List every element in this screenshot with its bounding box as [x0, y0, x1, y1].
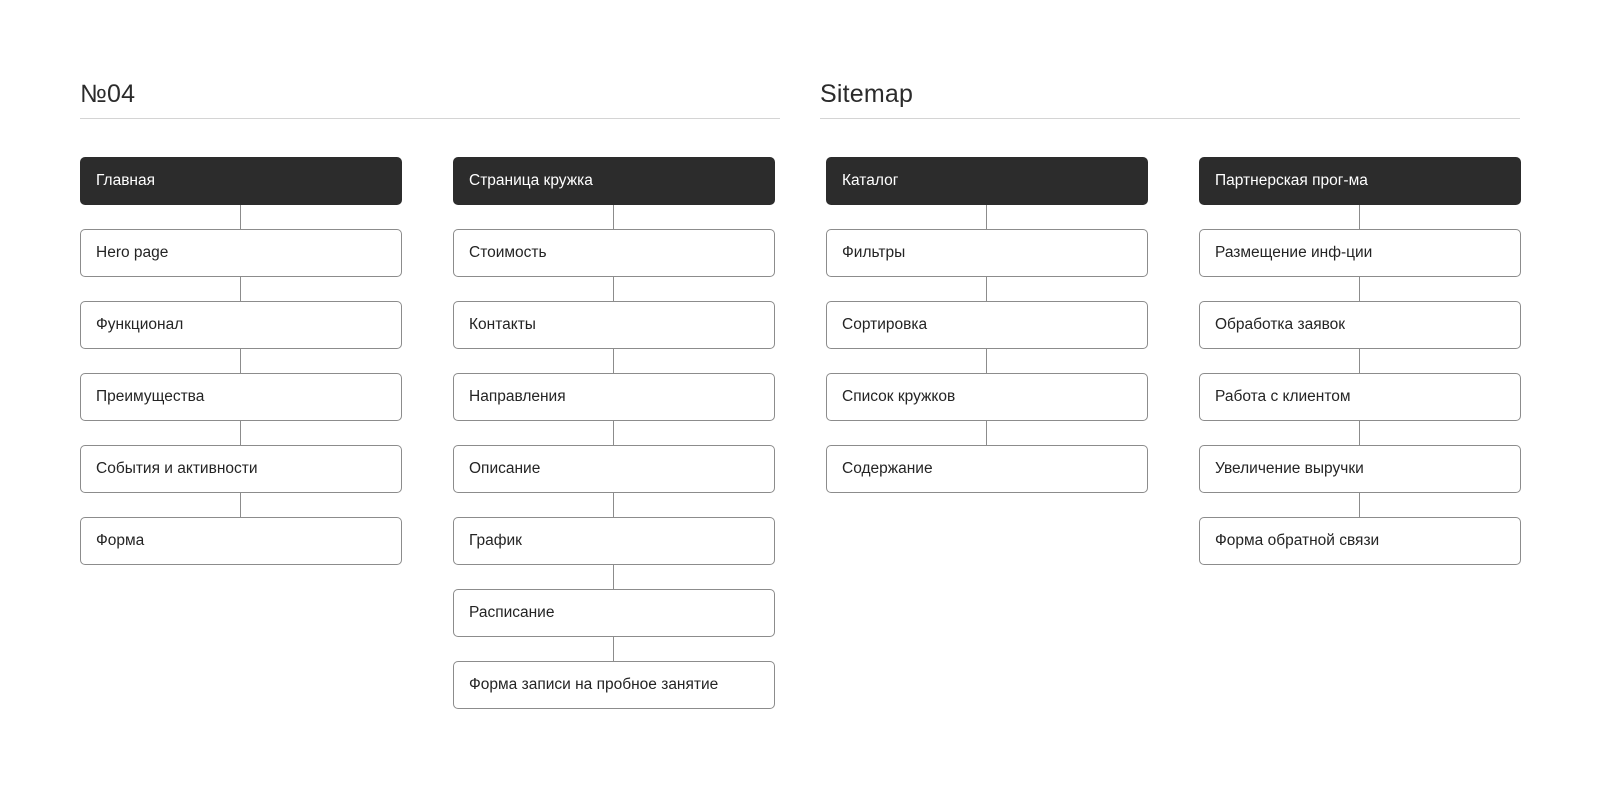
connector-line	[1359, 421, 1360, 445]
sitemap-node: Стоимость	[453, 229, 775, 277]
connector-line	[986, 349, 987, 373]
connector-line	[1359, 493, 1360, 517]
sitemap-node: Форма	[80, 517, 402, 565]
sitemap-root-node: Страница кружка	[453, 157, 775, 205]
sitemap-node: События и активности	[80, 445, 402, 493]
sitemap-node: Содержание	[826, 445, 1148, 493]
connector-line	[1359, 205, 1360, 229]
sitemap-root-node: Главная	[80, 157, 402, 205]
sitemap-node: Форма обратной связи	[1199, 517, 1521, 565]
connector-line	[240, 493, 241, 517]
sitemap-node: Контакты	[453, 301, 775, 349]
sitemap-node: Сортировка	[826, 301, 1148, 349]
connector-line	[240, 349, 241, 373]
connector-line	[613, 205, 614, 229]
connector-line	[240, 277, 241, 301]
sitemap-node: Обработка заявок	[1199, 301, 1521, 349]
header-left	[80, 78, 780, 119]
sitemap-node: Форма записи на пробное занятие	[453, 661, 775, 709]
sitemap-node: Фильтры	[826, 229, 1148, 277]
sitemap-column	[1199, 157, 1521, 565]
sitemap-node: Преимущества	[80, 373, 402, 421]
sitemap-node: Расписание	[453, 589, 775, 637]
connector-line	[986, 205, 987, 229]
sitemap-title: Sitemap	[820, 80, 914, 108]
connector-line	[613, 349, 614, 373]
connector-line	[1359, 277, 1360, 301]
connector-line	[613, 565, 614, 589]
connector-line	[240, 421, 241, 445]
connector-line	[986, 277, 987, 301]
sitemap-node: Список кружков	[826, 373, 1148, 421]
sitemap-node: Описание	[453, 445, 775, 493]
sitemap-node: Работа с клиентом	[1199, 373, 1521, 421]
sitemap-root-node: Партнерская прог-ма	[1199, 157, 1521, 205]
connector-line	[1359, 349, 1360, 373]
sitemap-node: Hero page	[80, 229, 402, 277]
connector-line	[613, 277, 614, 301]
sitemap-node: Направления	[453, 373, 775, 421]
connector-line	[240, 205, 241, 229]
connector-line	[613, 493, 614, 517]
sitemap-column	[453, 157, 775, 709]
page-number-title: №04	[80, 80, 136, 108]
sitemap-root-node: Каталог	[826, 157, 1148, 205]
connector-line	[613, 637, 614, 661]
sitemap-column	[826, 157, 1148, 493]
connector-line	[613, 421, 614, 445]
sitemap-node: Увеличение выручки	[1199, 445, 1521, 493]
connector-line	[986, 421, 987, 445]
sitemap-column	[80, 157, 402, 565]
header-right	[820, 78, 1520, 119]
sitemap-node: График	[453, 517, 775, 565]
sitemap-node: Функционал	[80, 301, 402, 349]
sitemap-node: Размещение инф-ции	[1199, 229, 1521, 277]
